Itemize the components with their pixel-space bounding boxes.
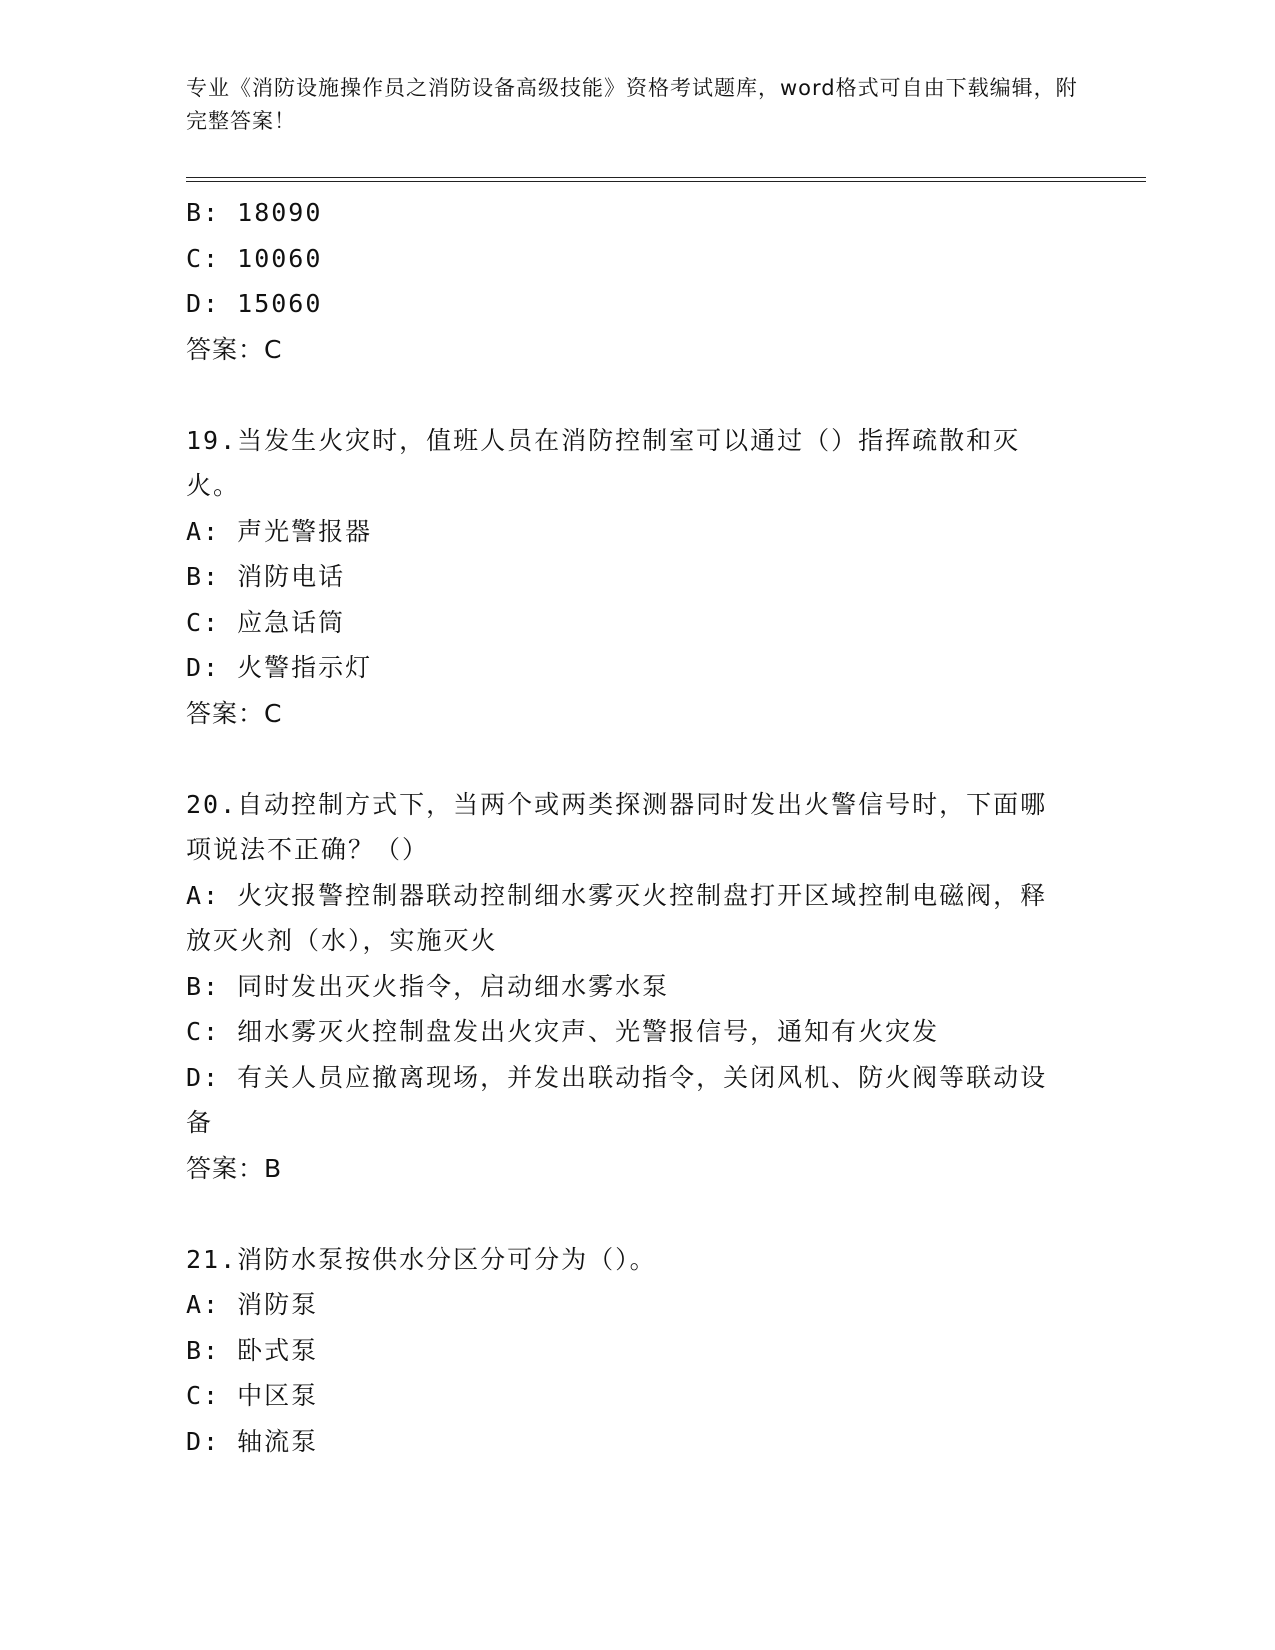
question-stem: 20.自动控制方式下，当两个或两类探测器同时发出火警信号时，下面哪项说法不正确？（） [186, 789, 1048, 864]
option-a: A: 消防泵 [186, 1290, 319, 1319]
option-a: A: 声光警报器 [186, 516, 373, 546]
option-d: D: 火警指示灯 [186, 653, 373, 682]
option-d: D: 有关人员应撤离现场，并发出联动指令，关闭风机、防火阀等联动设备 [186, 1062, 1048, 1137]
option-c: C: 中区泵 [186, 1381, 319, 1410]
option-b: B: 18090 [186, 198, 323, 227]
option-a: A: 火灾报警控制器联动控制细水雾灭火控制盘打开区域控制电磁阀，释放灭火剂（水），实施灭火 [186, 880, 1048, 955]
option-c: C: 应急话筒 [186, 607, 346, 637]
option-c: C: 10060 [186, 243, 323, 273]
answer-line: 答案：C [186, 698, 283, 728]
option-b: B: 同时发出灭火指令，启动细水雾水泵 [186, 971, 670, 1001]
question-stem: 21.消防水泵按供水分区分可分为（）。 [186, 1244, 657, 1274]
option-b: B: 卧式泵 [186, 1335, 319, 1365]
spacer [186, 372, 1066, 418]
option-d: D: 轴流泵 [186, 1426, 319, 1456]
option-d: D: 15060 [186, 289, 323, 318]
option-c: C: 细水雾灭火控制盘发出火灾声、光警报信号，通知有火灾发 [186, 1017, 940, 1046]
header-divider-top [186, 177, 1146, 178]
question-stem: 19.当发生火灾时，值班人员在消防控制室可以通过（）指挥疏散和灭火。 [186, 425, 1021, 500]
spacer [186, 1191, 1066, 1237]
header-divider-bottom [186, 181, 1146, 182]
question-content [186, 190, 1066, 1464]
spacer [186, 736, 1066, 782]
answer-line: 答案：C [186, 334, 283, 364]
option-b: B: 消防电话 [186, 562, 346, 591]
answer-line: 答案：B [186, 1153, 283, 1183]
page-header: 专业《消防设施操作员之消防设备高级技能》资格考试题库，word格式可自由下载编辑，附完整答案！ [186, 76, 1078, 133]
